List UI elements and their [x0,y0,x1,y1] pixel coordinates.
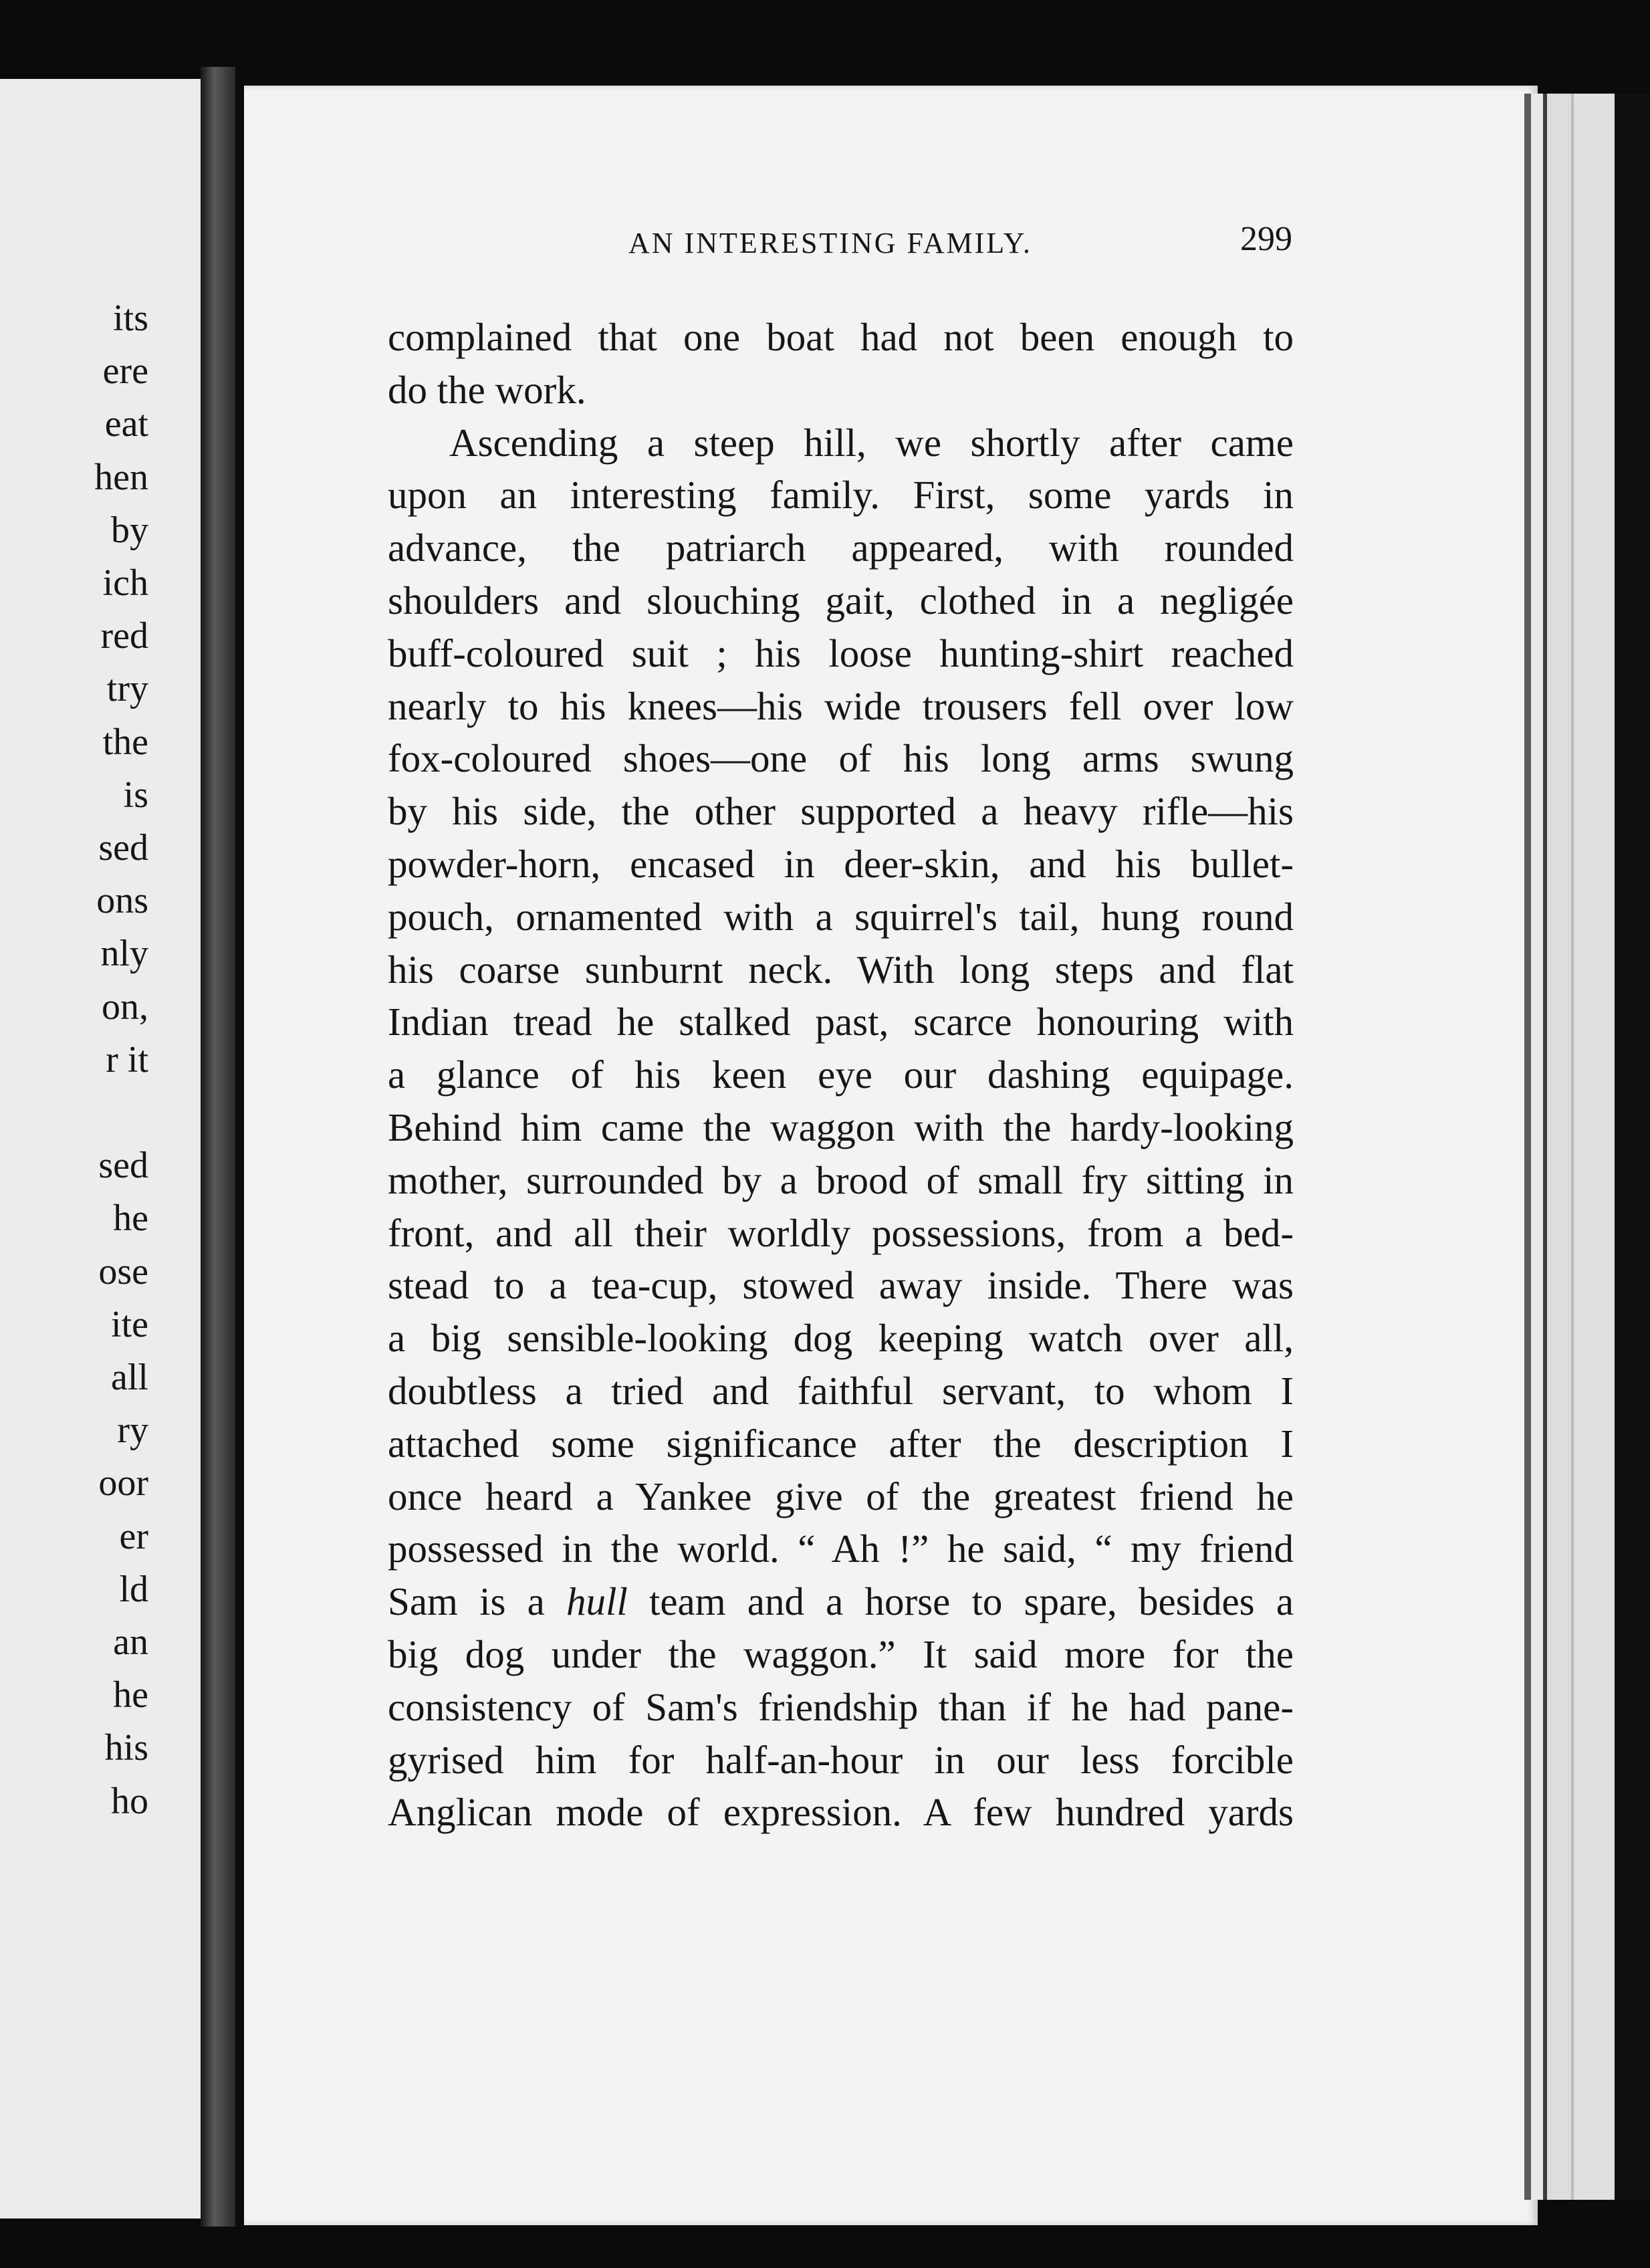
left-page-fragment: his [104,1727,148,1769]
body-text [388,311,1294,1839]
left-page-fragment: hen [94,456,148,498]
text-line: a big sensible-looking dog keeping watch over all, [388,1316,1294,1361]
text-line: stead to a tea-cup, stowed away inside. There was [388,1263,1294,1308]
text-segment: Sam is a [388,1579,566,1624]
text-line: mother, surrounded by a brood of small fry sitting in [388,1157,1294,1202]
text-line: complained that one boat had not been enough to [388,315,1294,359]
background-edge [1615,94,1650,2200]
left-page-fragment: an [113,1621,148,1663]
left-page-fragment: er [119,1515,148,1557]
text-line: attached some significance after the description I [388,1421,1294,1466]
left-page-fragment: he [113,1198,148,1240]
left-page-fragment: its [113,298,148,339]
previous-page-fragment [0,79,201,2219]
text-line: Behind him came the waggon with the hardy-looking [388,1105,1294,1149]
text-segment: team and a horse to spare, besides a [627,1579,1294,1624]
left-page-fragment: by [111,509,148,551]
text-line: nearly to his knees—his wide trousers fell over low [388,683,1294,728]
text-line: possessed in the world. “ Ah !” he said, “ my friend [388,1526,1294,1571]
text-line: upon an interesting family. First, some yards in [388,473,1294,518]
left-page-fragment: on, [102,986,148,1028]
text-line: once heard a Yankee give of the greatest friend he [388,1474,1294,1518]
left-page-fragment: nly [100,933,148,975]
text-line: Indian tread he stalked past, scarce honouring with [388,1000,1294,1044]
left-page-fragment: is [123,774,148,816]
left-page-fragment: ho [111,1780,148,1822]
left-page-fragment: ons [96,880,148,922]
left-page-fragment: eat [104,403,148,445]
book-gutter [201,67,235,2227]
text-line: pouch, ornamented with a squirrel's tail, hung round [388,894,1294,939]
left-page-fragment: ere [102,350,148,392]
text-line: do the work. [388,367,586,412]
text-line [388,1575,1294,1628]
text-line: buff-coloured suit ; his loose hunting-shirt reached [388,631,1294,675]
text-line: powder-horn, encased in deer-skin, and his bullet- [388,841,1294,886]
left-page-fragment: sed [98,1145,148,1187]
text-line: a glance of his keen eye our dashing equipage. [388,1052,1294,1097]
left-page-fragment: r it [106,1038,148,1081]
italic-word: hull [566,1579,628,1624]
text-line: Ascending a steep hill, we shortly after came [449,420,1294,465]
left-page-fragment: all [111,1357,148,1398]
text-line: advance, the patriarch appeared, with rounded [388,526,1294,570]
text-line: doubtless a tried and faithful servant, to whom I [388,1368,1294,1413]
text-line: by his side, the other supported a heavy rifle—his [388,789,1294,834]
page-number: 299 [1240,220,1292,258]
text-line: Anglican mode of expression. A few hundred yards [388,1790,1294,1835]
text-line: fox-coloured shoes—one of his long arms swung [388,736,1294,781]
left-page-fragment: ld [119,1568,148,1610]
left-page-fragment: red [100,615,148,657]
left-page-fragment: the [102,721,148,763]
page-edges [1524,94,1625,2200]
left-page-fragment: sed [98,827,148,869]
left-page-fragment: ich [102,562,148,604]
left-page-fragment: ry [117,1409,148,1452]
left-page-fragment: he [113,1674,148,1716]
running-head: AN INTERESTING FAMILY. [628,227,1032,259]
text-line: big dog under the waggon.” It said more for the [388,1631,1294,1676]
text-line: gyrised him for half-an-hour in our less forcible [388,1737,1294,1782]
text-line: front, and all their worldly possessions, from a bed- [388,1210,1294,1255]
left-page-fragment: ite [111,1303,148,1345]
text-line: his coarse sunburnt neck. With long steps and flat [388,947,1294,992]
left-page-fragment: ose [98,1250,148,1292]
text-line: consistency of Sam's friendship than if he had pane- [388,1684,1294,1729]
left-page-fragment: try [106,668,148,710]
text-line: shoulders and slouching gait, clothed in a negligée [388,578,1294,622]
left-page-fragment: oor [98,1462,148,1504]
